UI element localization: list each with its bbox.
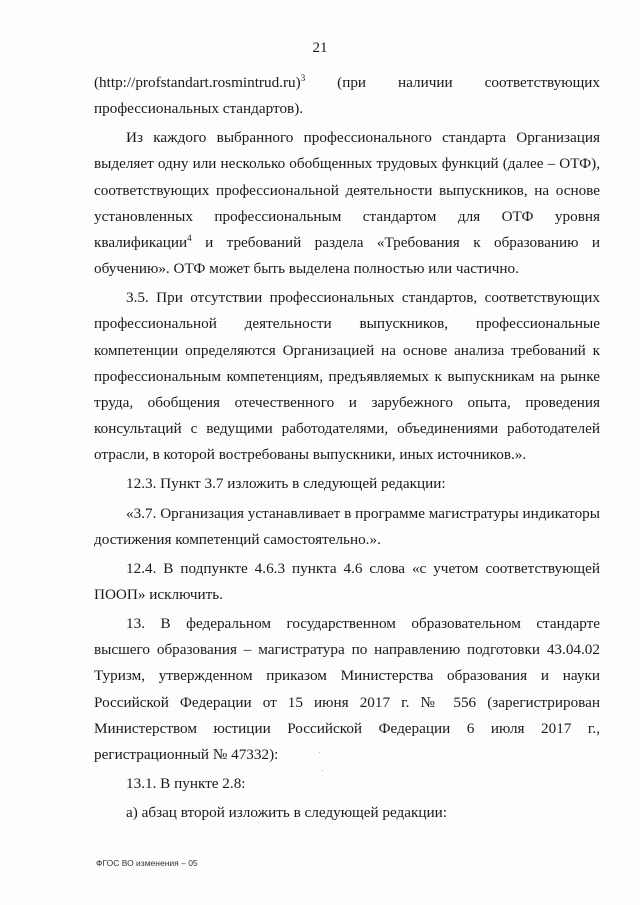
paragraph-13: 13. В федеральном государственном образовательном стандарте высшего образования – магистратура по направлению подготовки 43.04.02 Туризм, утвержденном приказом Министерства образования и науки Российской Федерации от 15 июня 2017 г. № 556 (зарегистрирован Министерством юстиции Российской Федерации 6 июля 2017 г., регистрационный № 47332): xyxy=(94,615,600,763)
footnote-ref-4: 4 xyxy=(187,232,192,243)
paragraph-otf xyxy=(94,125,600,282)
scan-speck xyxy=(258,822,259,823)
url-text: (http://profstandart.rosmintrud.ru) xyxy=(94,74,301,91)
footnote-ref-3: 3 xyxy=(300,72,306,83)
paragraph-13-1: 13.1. В пункте 2.8: xyxy=(126,775,246,793)
paragraph-text: (при наличии соответствующих профессиональных стандартов). xyxy=(94,74,600,118)
document-footer: ФГОС ВО изменения – 05 xyxy=(96,858,198,868)
paragraph-12-3: 12.3. Пункт 3.7 изложить в следующей редакции: xyxy=(126,475,446,493)
paragraph-12-4: 12.4. В подпункте 4.6.3 пункта 4.6 слова «с учетом соответствующей ПООП» исключить. xyxy=(94,559,600,603)
scan-speck xyxy=(319,752,320,753)
paragraph-text: Из каждого выбранного профессионального стандарта Организация выделяет одну или несколько обобщенных трудовых функций (далее – ОТФ), соответствующих профессиональной деятельности выпускников, на основе установленных профессиональным стандартом для ОТФ уровня квалификации xyxy=(94,129,600,251)
paragraph-text: и требований раздела «Требования к образованию и обучению». ОТФ может быть выделена полностью или частично. xyxy=(94,233,600,278)
paragraph-13-1-a: а) абзац второй изложить в следующей редакции: xyxy=(126,804,448,822)
page-number: 21 xyxy=(312,40,328,56)
paragraph-3-5: 3.5. При отсутствии профессиональных стандартов, соответствующих профессиональной деятельности выпускников, профессиональные компетенции определяются Организацией на основе анализа требований к профессиональным компетенциям, предъявляемых к выпускникам на рынке труда, обобщения отечественного и зарубежного опыта, проведения консультаций с ведущими работодателями, объединениями работодателей отрасли, в которой востребованы выпускники, иных источников.». xyxy=(94,289,600,464)
scan-speck xyxy=(322,770,323,771)
paragraph-3-7-quote: «3.7. Организация устанавливает в программе магистратуры индикаторы достижения компетенций самостоятельно.». xyxy=(94,504,600,548)
paragraph-url-continuation xyxy=(94,70,600,122)
document-body xyxy=(94,70,600,826)
